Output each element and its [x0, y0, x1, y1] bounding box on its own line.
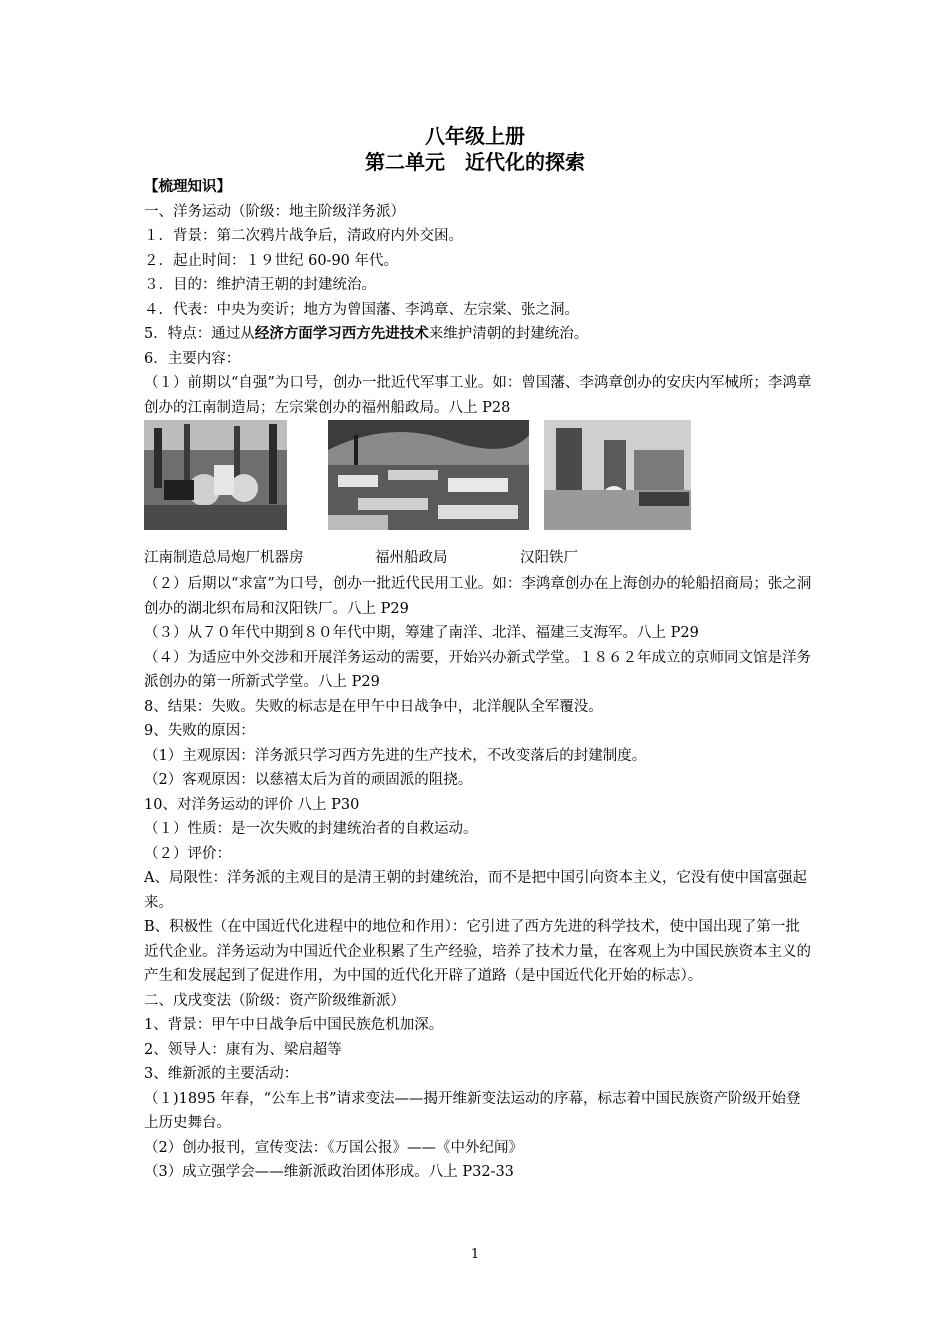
part1-failure-reasons: 9、失败的原因： [144, 723, 255, 739]
part2-activities: 3、维新派的主要活动： [144, 1066, 299, 1082]
photo-caption-fuzhou: 福州船政局 [375, 550, 448, 566]
features-bold: 经济方面学习西方先进技术 [254, 325, 429, 342]
evaluation-positive: B、积极性（在中国近代化进程中的地位和作用）：它引进了西方先进的科学技术，使中国出现了第一批近代企业。洋务运动为中国近代企业积累了生产经验，培养了技术力量，在客观上为中国民族资本主义的产生和发展起到了促进作用，为中国的近代化开辟了道路（是中国近代化开始的标志）。 [144, 919, 811, 984]
content-item-4: （４）为适应中外交涉和开展洋务运动的需要，开始兴办新式学堂。１８６２年成立的京师同文馆是洋务派创办的第一所新式学堂。八上 P29 [144, 649, 811, 690]
part1-result: 8、结果：失败。失败的标志是在甲午中日战争中，北洋舰队全军覆没。 [144, 698, 603, 715]
photo-caption-jiangnan: 江南制造总局炮厂机器房 [144, 550, 304, 566]
photo-caption-hanyang: 汉阳铁厂 [520, 550, 578, 566]
activity-2: （2）创办报刊，宣传变法：《万国公报》——《中外纪闻》 [144, 1139, 523, 1156]
content-item-3: （３）从７０年代中期到８０年代中期，筹建了南洋、北洋、福建三支海军。八上 P29 [144, 625, 699, 641]
fuzhou-shipyard-photo [328, 420, 529, 530]
part1-heading: 一、洋务运动（阶级：地主阶级洋务派） [144, 203, 405, 220]
part2-heading: 二、戊戌变法（阶级：资产阶级维新派） [144, 992, 405, 1009]
activity-3: （3）成立强学会——维新派政治团体形成。八上 P32-33 [144, 1164, 514, 1180]
section-tag: 【梳理知识】 [144, 179, 231, 195]
part2-background: 1、背景：甲午中日战争后中国民族危机加深。 [144, 1017, 444, 1033]
part1-main-content: 6．主要内容： [144, 350, 241, 367]
content-item-1: （１）前期以“自强”为口号，创办一批近代军事工业。如：曾国藩、李鸿章创办的安庆内军械所；李鸿章创办的江南制造局；左宗棠创办的福州船政局。八上 P28 [144, 375, 812, 416]
part2-leaders: 2、领导人：康有为、梁启超等 [144, 1041, 342, 1058]
page-number: 1 [470, 1247, 480, 1262]
content-item-2: （２）后期以“求富”为口号，创办一批近代民用工业。如：李鸿章创办在上海创办的轮船招商局；张之洞创办的湖北织布局和汉阳铁厂。八上 P29 [144, 576, 812, 617]
part1-evaluation: 10、对洋务运动的评价 八上 P30 [144, 796, 360, 813]
part1-representatives: ４．代表：中央为奕䜣；地方为曾国藩、李鸿章、左宗棠、张之洞。 [144, 301, 579, 318]
part1-background: １．背景：第二次鸦片战争后，清政府内外交困。 [144, 228, 463, 244]
features-post: 来维护清朝的封建统治。 [428, 326, 589, 342]
part1-period: ２．起止时间：１９世纪 60-90 年代。 [144, 252, 399, 269]
activity-1: （１)1895 年春，“公车上书”请求变法——揭开维新变法运动的序幕，标志着中国民族资产阶级开始登上历史舞台。 [144, 1090, 801, 1131]
evaluation-limitation: A、局限性：洋务派的主观目的是清王朝的封建统治，而不是把中国引向资本主义，它没有使中国富强起来。 [144, 870, 807, 911]
evaluation-label: （２）评价： [144, 845, 231, 862]
part1-features [144, 322, 812, 347]
evaluation-nature: （１）性质：是一次失败的封建统治者的自救运动。 [144, 821, 478, 837]
reason-objective: （2）客观原因：以慈禧太后为首的顽固派的阻挠。 [144, 772, 473, 788]
photo-row [144, 420, 812, 538]
document-grade-title: 八年级上册 [425, 124, 525, 148]
document-unit-title: 第二单元 近代化的探索 [365, 150, 585, 174]
reason-subjective: （1）主观原因：洋务派只学习西方先进的生产技术，不改变落后的封建制度。 [144, 747, 647, 764]
hanyang-ironworks-photo [544, 420, 691, 530]
part1-purpose: ３．目的：维护清王朝的封建统治。 [144, 277, 376, 293]
features-pre: 5．特点：通过从 [144, 326, 255, 342]
photo-caption-row [144, 546, 812, 572]
document-body [144, 175, 812, 1185]
jiangnan-arsenal-photo [144, 420, 287, 530]
